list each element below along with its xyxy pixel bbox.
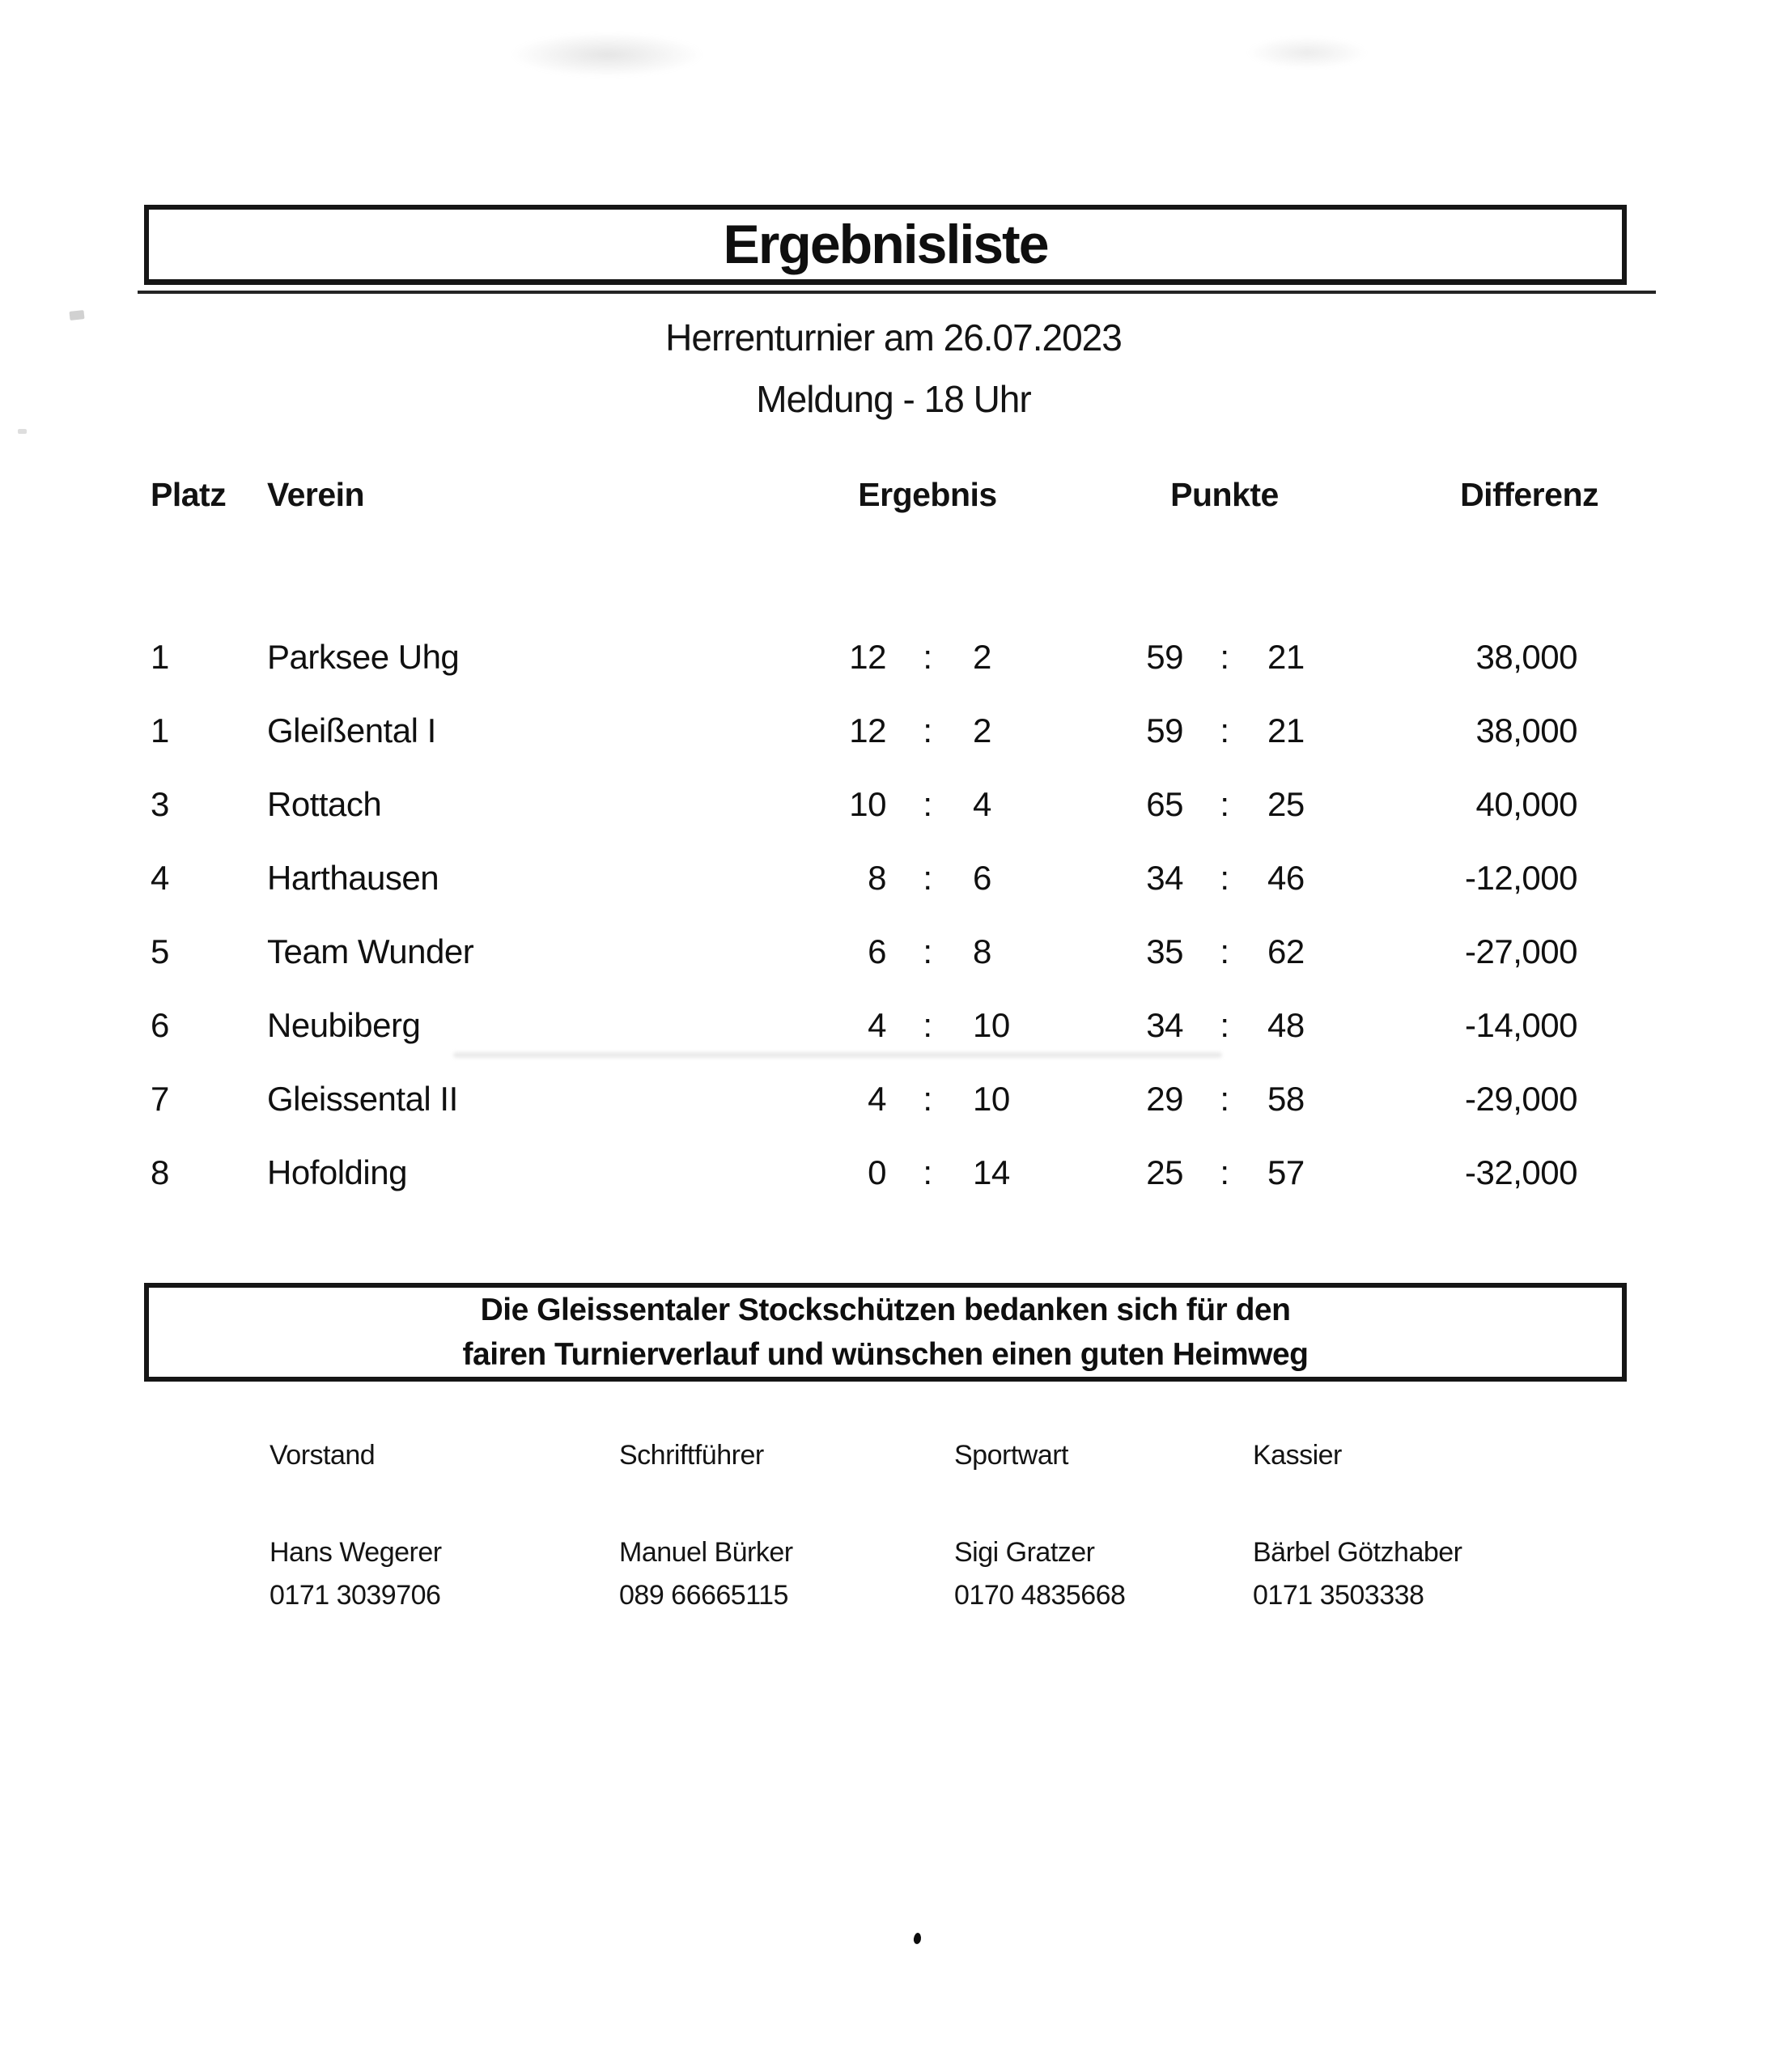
contact-schriftfuehrer — [619, 1441, 959, 1610]
points-separator: : — [1220, 1005, 1229, 1044]
points-against-cell: 25 — [1267, 784, 1305, 823]
difference-cell: -27,000 — [1465, 932, 1577, 970]
score-for-cell: 12 — [849, 711, 886, 749]
score-for-cell: 12 — [849, 637, 886, 676]
points-for-cell: 65 — [1146, 784, 1183, 823]
contact-role: Kassier — [1253, 1440, 1342, 1471]
score-separator: : — [923, 784, 932, 823]
contact-role: Schriftführer — [619, 1440, 764, 1471]
difference-cell: -12,000 — [1465, 858, 1577, 897]
table-row — [144, 988, 1598, 1062]
points-separator: : — [1220, 1079, 1229, 1118]
score-against-cell: 6 — [973, 858, 991, 897]
table-row — [144, 694, 1598, 767]
report-time-subtitle: Meldung - 18 Uhr — [756, 378, 1031, 420]
contact-role: Vorstand — [270, 1440, 376, 1471]
points-for-cell: 29 — [1146, 1079, 1183, 1118]
header-differenz: Differenz — [1460, 475, 1598, 513]
ink-dot-artifact — [913, 1932, 922, 1944]
table-row — [144, 915, 1598, 988]
contact-role: Sportwart — [954, 1440, 1068, 1471]
rank-cell: 1 — [151, 637, 169, 676]
contact-name: Sigi Gratzer — [954, 1537, 1095, 1568]
team-cell: Gleissental II — [267, 1079, 458, 1118]
notice-line-2: fairen Turnierverlauf und wünschen einen guten Heimweg — [462, 1337, 1309, 1372]
points-against-cell: 62 — [1267, 932, 1305, 970]
contact-phone: 0171 3039706 — [270, 1580, 441, 1611]
points-separator: : — [1220, 932, 1229, 970]
contact-kassier — [1253, 1441, 1593, 1610]
table-row — [144, 620, 1598, 694]
score-separator: : — [923, 1005, 932, 1044]
score-separator: : — [923, 1079, 932, 1118]
results-table-header — [144, 472, 1598, 517]
points-against-cell: 57 — [1267, 1153, 1305, 1191]
points-against-cell: 21 — [1267, 711, 1305, 749]
score-for-cell: 4 — [868, 1079, 886, 1118]
points-for-cell: 25 — [1146, 1153, 1183, 1191]
score-against-cell: 4 — [973, 784, 991, 823]
points-separator: : — [1220, 1153, 1229, 1191]
team-cell: Gleißental I — [267, 711, 436, 749]
score-separator: : — [923, 1153, 932, 1191]
title-box-scan-line — [138, 291, 1656, 294]
rank-cell: 5 — [151, 932, 169, 970]
score-against-cell: 2 — [973, 637, 991, 676]
score-for-cell: 10 — [849, 784, 886, 823]
score-against-cell: 2 — [973, 711, 991, 749]
points-separator: : — [1220, 858, 1229, 897]
score-against-cell: 10 — [973, 1079, 1010, 1118]
score-against-cell: 10 — [973, 1005, 1010, 1044]
contact-phone: 0171 3503338 — [1253, 1580, 1424, 1611]
team-cell: Neubiberg — [267, 1005, 421, 1044]
contact-name: Bärbel Götzhaber — [1253, 1537, 1462, 1568]
notice-line-1: Die Gleissentaler Stockschützen bedanken sich für den — [480, 1293, 1291, 1327]
header-platz: Platz — [151, 475, 227, 513]
scan-speck — [18, 429, 27, 434]
table-row — [144, 841, 1598, 915]
header-ergebnis: Ergebnis — [858, 475, 997, 513]
score-for-cell: 6 — [868, 932, 886, 970]
points-for-cell: 34 — [1146, 1005, 1183, 1044]
header-verein: Verein — [267, 475, 365, 513]
rank-cell: 8 — [151, 1153, 169, 1191]
contact-name: Manuel Bürker — [619, 1537, 793, 1568]
title-box — [144, 205, 1627, 285]
contact-name: Hans Wegerer — [270, 1537, 442, 1568]
results-table-body — [144, 620, 1598, 1209]
difference-cell: -14,000 — [1465, 1005, 1577, 1044]
points-against-cell: 46 — [1267, 858, 1305, 897]
contact-phone: 089 66665115 — [619, 1580, 788, 1611]
points-against-cell: 58 — [1267, 1079, 1305, 1118]
score-against-cell: 8 — [973, 932, 991, 970]
table-row — [144, 767, 1598, 841]
score-separator: : — [923, 858, 932, 897]
team-cell: Hofolding — [267, 1153, 407, 1191]
difference-cell: -32,000 — [1465, 1153, 1577, 1191]
contact-phone: 0170 4835668 — [954, 1580, 1126, 1611]
points-separator: : — [1220, 711, 1229, 749]
tournament-subtitle: Herrenturnier am 26.07.2023 — [665, 316, 1122, 359]
rank-cell: 6 — [151, 1005, 169, 1044]
page-title: Ergebnisliste — [723, 214, 1048, 275]
points-for-cell: 59 — [1146, 637, 1183, 676]
points-separator: : — [1220, 784, 1229, 823]
score-for-cell: 0 — [868, 1153, 886, 1191]
team-cell: Parksee Uhg — [267, 637, 460, 676]
score-separator: : — [923, 711, 932, 749]
table-row — [144, 1062, 1598, 1136]
scan-smudge — [1246, 36, 1368, 69]
team-cell: Rottach — [267, 784, 382, 823]
difference-cell: 38,000 — [1475, 637, 1577, 676]
header-punkte: Punkte — [1170, 475, 1279, 513]
points-against-cell: 48 — [1267, 1005, 1305, 1044]
score-separator: : — [923, 637, 932, 676]
difference-cell: 40,000 — [1475, 784, 1577, 823]
difference-cell: 38,000 — [1475, 711, 1577, 749]
score-for-cell: 8 — [868, 858, 886, 897]
points-for-cell: 59 — [1146, 711, 1183, 749]
score-for-cell: 4 — [868, 1005, 886, 1044]
points-separator: : — [1220, 637, 1229, 676]
team-cell: Team Wunder — [267, 932, 474, 970]
points-for-cell: 35 — [1146, 932, 1183, 970]
difference-cell: -29,000 — [1465, 1079, 1577, 1118]
contact-sportwart — [954, 1441, 1294, 1610]
table-row — [144, 1136, 1598, 1209]
rank-cell: 7 — [151, 1079, 169, 1118]
points-for-cell: 34 — [1146, 858, 1183, 897]
score-separator: : — [923, 932, 932, 970]
rank-cell: 1 — [151, 711, 169, 749]
score-against-cell: 14 — [973, 1153, 1010, 1191]
team-cell: Harthausen — [267, 858, 439, 897]
scan-smudge — [510, 32, 704, 77]
points-against-cell: 21 — [1267, 637, 1305, 676]
rank-cell: 3 — [151, 784, 169, 823]
thank-you-notice-box — [144, 1283, 1627, 1382]
officials-contact-section — [0, 1441, 1787, 1651]
contact-vorstand — [270, 1441, 609, 1610]
rank-cell: 4 — [151, 858, 169, 897]
